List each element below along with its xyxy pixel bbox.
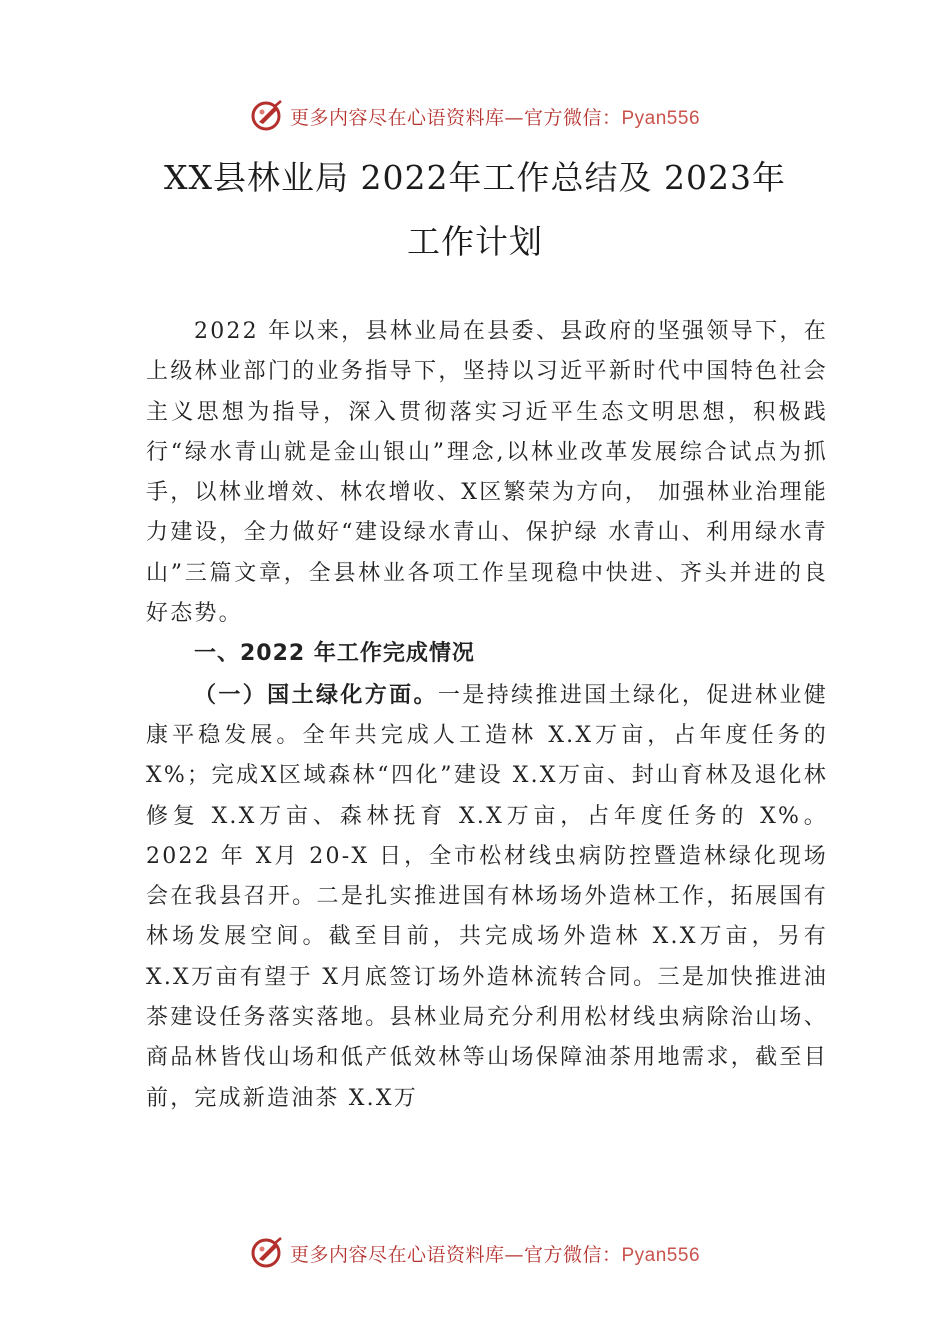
section-paragraph bbox=[146, 675, 828, 1119]
section-heading: 一、2022 年工作完成情况 bbox=[194, 641, 475, 667]
watermark-text: 更多内容尽在心语资料库—官方微信： bbox=[289, 106, 622, 129]
subsection-label: （一）国土绿化方面。 bbox=[194, 681, 438, 708]
watermark-wechat-id: Pyan556 bbox=[621, 1244, 701, 1266]
watermark-banner-top bbox=[0, 96, 950, 136]
watermark-wechat-id: Pyan556 bbox=[621, 107, 701, 129]
quill-logo-icon bbox=[250, 1235, 286, 1271]
watermark-text: 更多内容尽在心语资料库—官方微信： bbox=[289, 1243, 622, 1266]
watermark-banner-bottom bbox=[0, 1233, 950, 1273]
intro-paragraph: 2022 年以来，县林业局在县委、县政府的坚强领导下，在上级林业部门的业务指导下，坚持以习近平新时代中国特色社会主义思想为指导，深入贯彻落实习近平生态文明思想，积极践行“绿水青山就是金山银山”理念,以林业改革发展综合试点为抓手，以林业增效、林农增收、X区繁荣为方向， 加强林业治理能力建设，全力做好“建设绿水青山、保护绿 水青山、利用绿水青山”三篇文章，全县林业各项工作呈现稳中快进、齐头并进的良好态势。 bbox=[146, 319, 828, 627]
quill-logo-icon bbox=[250, 98, 286, 134]
subsection-text: 一是持续推进国土绿化，促进林业健康平稳发展。全年共完成人工造林 X.X万亩，占年度任务的 X%；完成X区域森林“四化”建设 X.X万亩、封山育林及退化林修复 X.X万亩、森林抚育 X.X万亩，占年度任务的 X%。2022 年 X月 20-X 日，全市松材线虫病防控暨造林绿化现场会在我县召开。二是扎实推进国有林场场外造林工作，拓展国有林场发展空间。截至目前，共完成场外造林 X.X万亩，另有 X.X万亩有望于 X月底签订场外造林流转合同。三是加快推进油茶建设任务落实落地。县林业局充分利用松材线虫病除治山场、商品林皆伐山场和低产低效林等山场保障油茶用地需求，截至目前，完成新造油茶 X.X万 bbox=[146, 682, 828, 1111]
document-body bbox=[146, 312, 828, 1119]
document-title-line2: 工作计划 bbox=[407, 222, 543, 261]
document-title-line1: XX县林业局 2022年工作总结及 2023年 bbox=[164, 158, 786, 197]
